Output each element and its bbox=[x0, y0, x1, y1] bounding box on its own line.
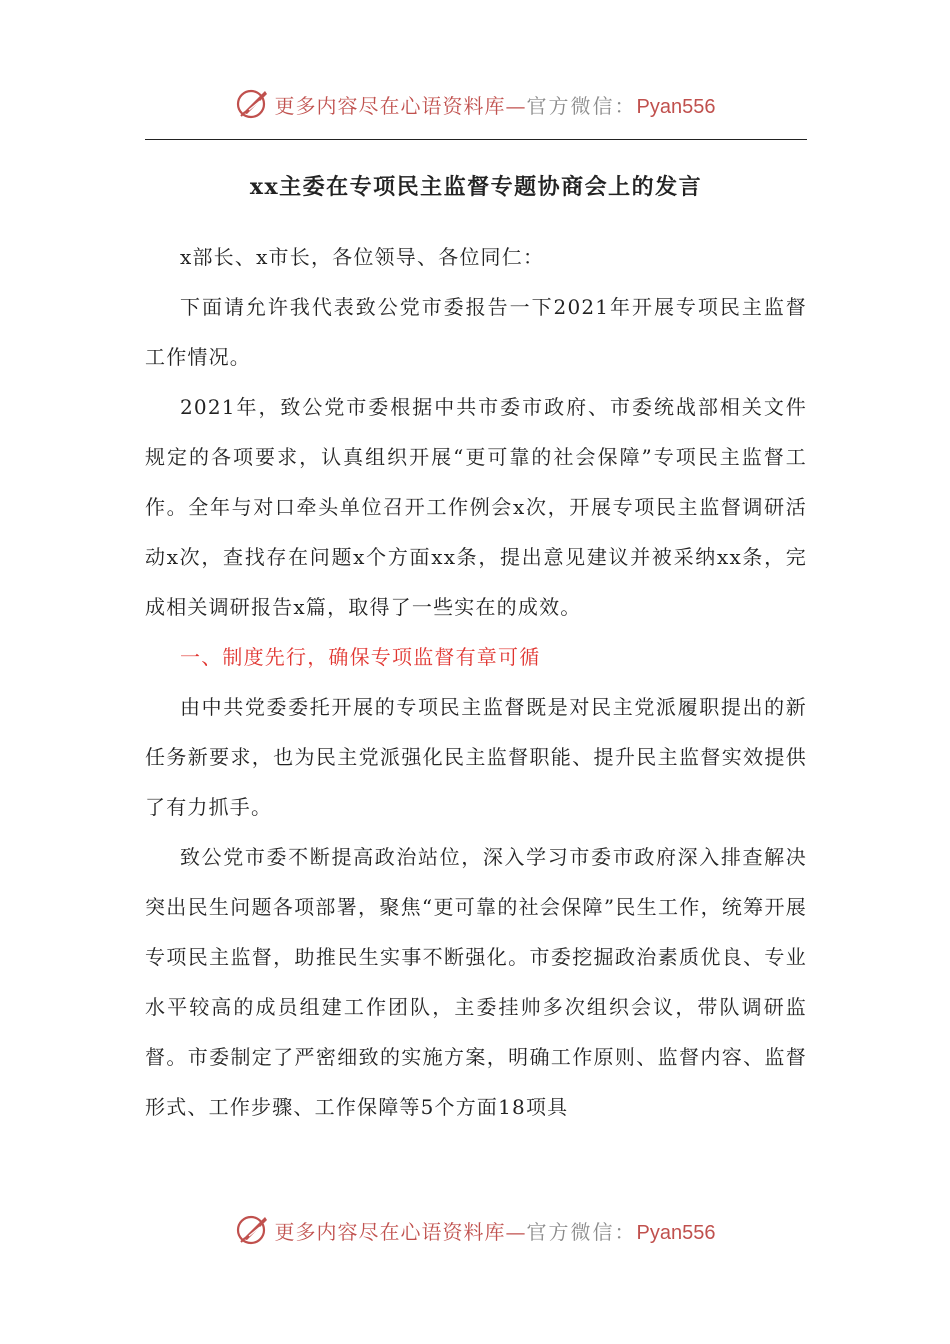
header-banner-text bbox=[275, 90, 716, 119]
header-wechat-label: 官方微信： bbox=[526, 93, 637, 118]
footer-banner-text bbox=[275, 1216, 716, 1245]
footer-banner bbox=[0, 1210, 950, 1250]
header-banner-main: 更多内容尽在心语资料库— bbox=[274, 93, 527, 118]
section-heading: 一、制度先行，确保专项监督有章可循 bbox=[180, 645, 541, 669]
header-banner bbox=[0, 84, 950, 124]
footer-banner-main: 更多内容尽在心语资料库— bbox=[274, 1219, 527, 1244]
body-paragraph: 由中共党委委托开展的专项民主监督既是对民主党派履职提出的新任务新要求，也为民主党派强化民主监督职能、提升民主监督实效提供了有力抓手。 bbox=[145, 695, 807, 819]
quill-pen-logo bbox=[235, 86, 271, 122]
document-title: xx主委在专项民主监督专题协商会上的发言 bbox=[249, 174, 703, 200]
body-paragraph: 2021年，致公党市委根据中共市委市政府、市委统战部相关文件规定的各项要求，认真组织开展“更可靠的社会保障”专项民主监督工作。全年与对口牵头单位召开工作例会x次，开展专项民主监督调研活动x次，查找存在问题x个方面xx条，提出意见建议并被采纳xx条，完成相关调研报告x篇，取得了一些实在的成效。 bbox=[145, 395, 807, 619]
body-paragraph: 下面请允许我代表致公党市委报告一下2021年开展专项民主监督工作情况。 bbox=[145, 295, 807, 369]
salutation-paragraph: x部长、x市长，各位领导、各位同仁： bbox=[180, 245, 545, 269]
header-wechat-id: Pyan556 bbox=[636, 95, 716, 118]
document-body bbox=[145, 232, 807, 1132]
footer-wechat-id: Pyan556 bbox=[636, 1221, 716, 1244]
quill-pen-logo bbox=[235, 1212, 271, 1248]
footer-wechat-label: 官方微信： bbox=[526, 1219, 637, 1244]
body-paragraph: 致公党市委不断提高政治站位，深入学习市委市政府深入排查解决突出民生问题各项部署，聚焦“更可靠的社会保障”民生工作，统筹开展专项民主监督，助推民生实事不断强化。市委挖掘政治素质优良、专业水平较高的成员组建工作团队，主委挂帅多次组织会议，带队调研监督。市委制定了严密细致的实施方案，明确工作原则、监督内容、监督形式、工作步骤、工作保障等5个方面18项具 bbox=[145, 845, 807, 1119]
header-rule bbox=[145, 139, 807, 140]
